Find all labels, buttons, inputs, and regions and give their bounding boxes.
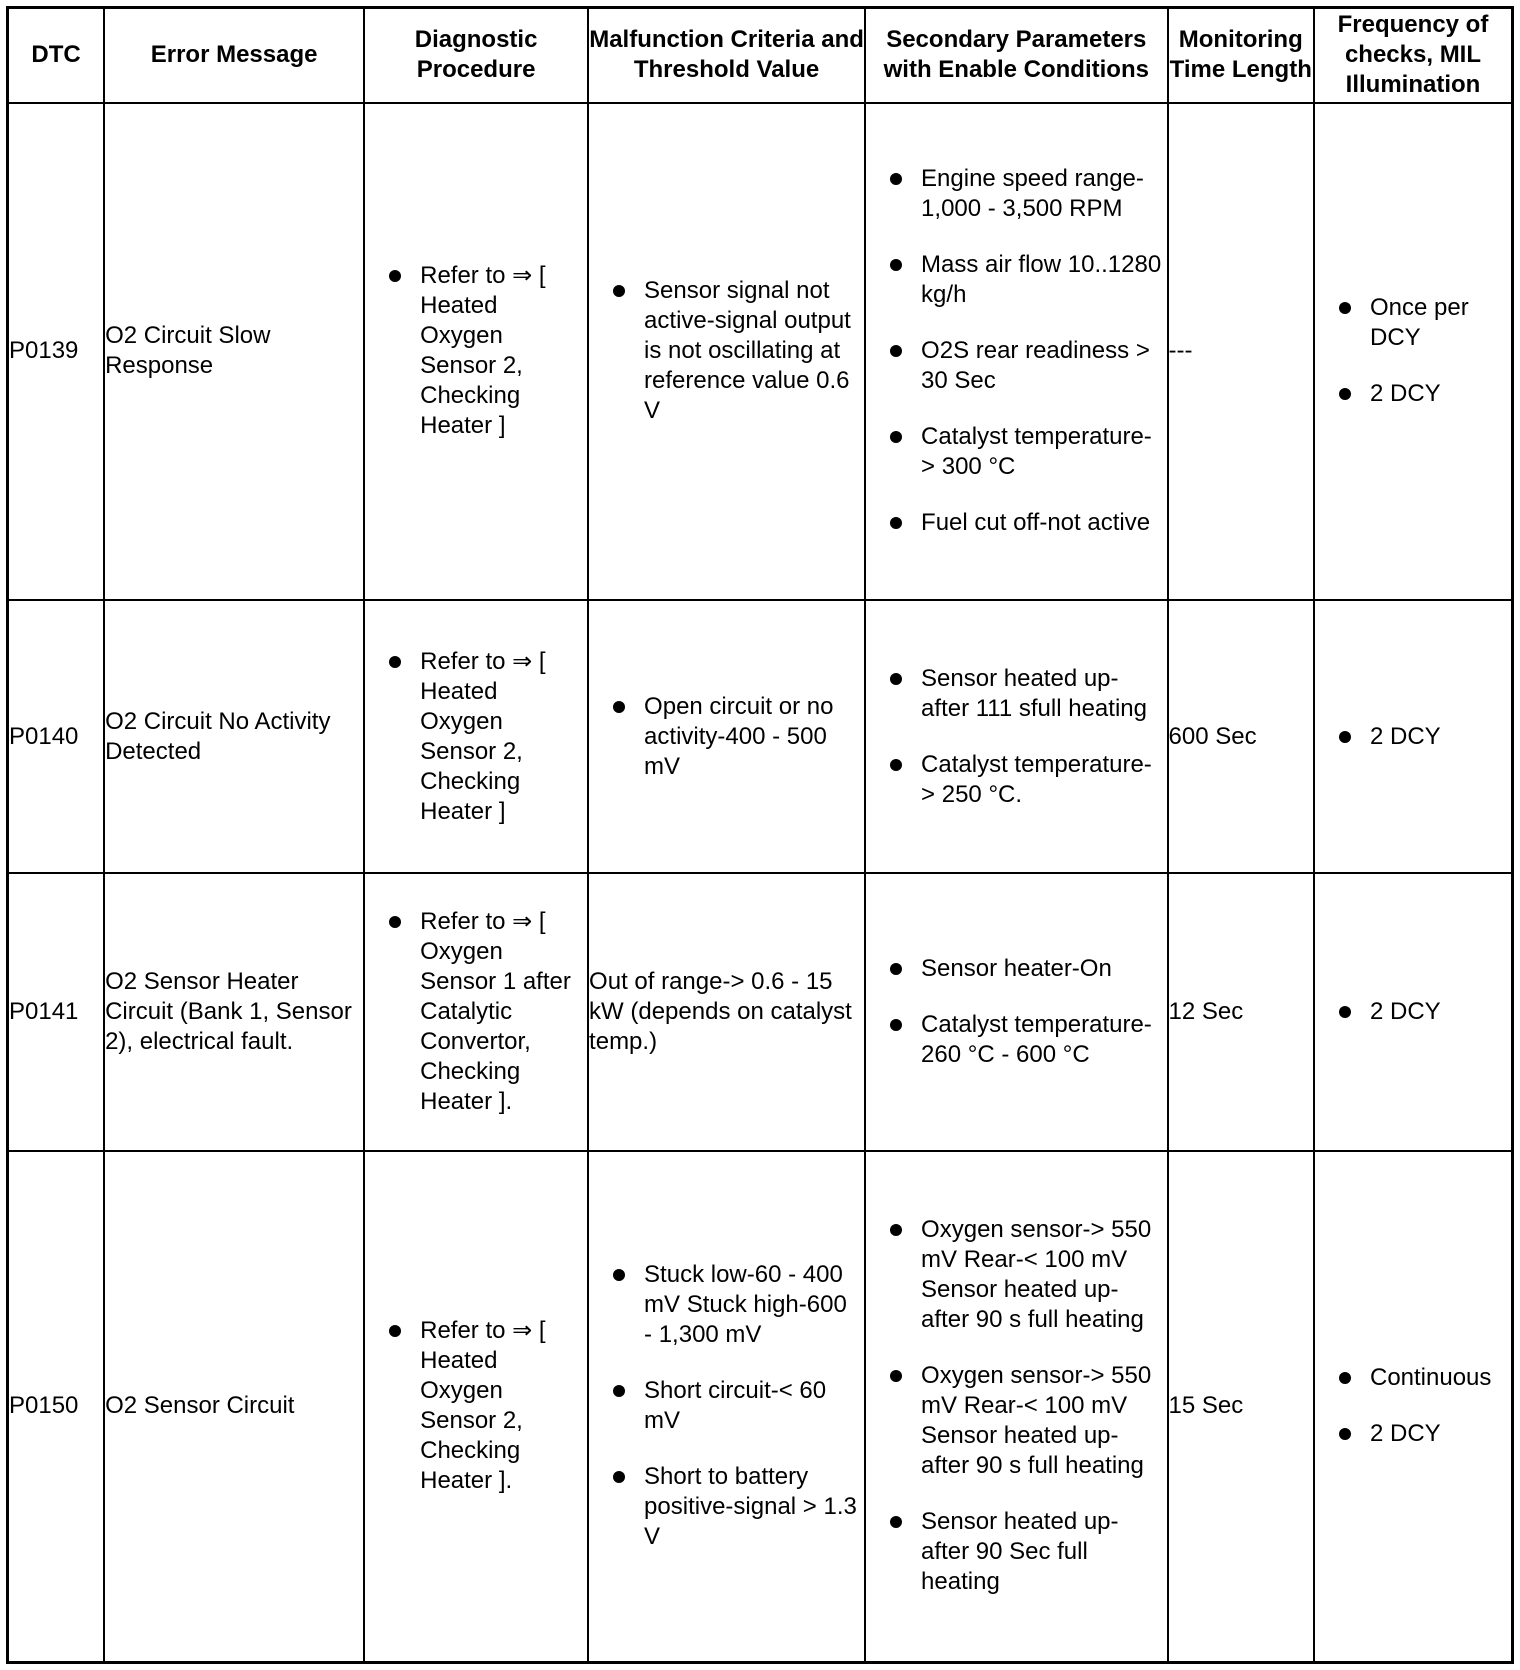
monitoring-time: 12 Sec <box>1168 873 1314 1150</box>
frequency-list <box>1315 997 1511 1027</box>
table-row <box>8 600 1513 873</box>
diagnostic-procedure <box>364 873 588 1150</box>
frequency-checks <box>1314 600 1513 873</box>
header-dtc: DTC <box>8 8 105 103</box>
secondary-list <box>866 1215 1166 1597</box>
diagnostic-procedure <box>364 103 588 601</box>
frequency-item: Once per DCY <box>1315 293 1507 353</box>
dtc-table <box>6 6 1514 1664</box>
dtc-code: P0150 <box>8 1151 105 1663</box>
procedure-item: Refer to ⇒ [ Heated Oxygen Sensor 2, Checking Heater ]. <box>365 1316 583 1496</box>
frequency-item: 2 DCY <box>1315 1419 1507 1449</box>
frequency-item: Continuous <box>1315 1363 1507 1393</box>
frequency-list <box>1315 1363 1511 1449</box>
error-message: O2 Sensor Circuit <box>104 1151 364 1663</box>
secondary-item: Catalyst temperature-260 °C - 600 °C <box>866 1010 1162 1070</box>
criteria-list <box>589 276 864 426</box>
dtc-code: P0140 <box>8 600 105 873</box>
table-row <box>8 1151 1513 1663</box>
criteria-item: Open circuit or no activity-400 - 500 mV <box>589 692 860 782</box>
header-error-message: Error Message <box>104 8 364 103</box>
procedure-item: Refer to ⇒ [ Oxygen Sensor 1 after Catalytic Convertor, Checking Heater ]. <box>365 907 583 1117</box>
frequency-checks <box>1314 873 1513 1150</box>
error-message: O2 Circuit No Activity Detected <box>104 600 364 873</box>
secondary-item: O2S rear readiness > 30 Sec <box>866 336 1162 396</box>
secondary-parameters <box>865 103 1167 601</box>
secondary-item: Oxygen sensor-> 550 mV Rear-< 100 mV Sensor heated up-after 90 s full heating <box>866 1215 1162 1335</box>
frequency-checks <box>1314 103 1513 601</box>
header-malfunction-criteria: Malfunction Criteria and Threshold Value <box>588 8 865 103</box>
secondary-item: Sensor heater-On <box>866 954 1162 984</box>
secondary-list <box>866 954 1166 1070</box>
secondary-item: Mass air flow 10..1280 kg/h <box>866 250 1162 310</box>
secondary-parameters <box>865 873 1167 1150</box>
error-message: O2 Sensor Heater Circuit (Bank 1, Sensor 2), electrical fault. <box>104 873 364 1150</box>
error-message: O2 Circuit Slow Response <box>104 103 364 601</box>
secondary-parameters <box>865 1151 1167 1663</box>
procedure-list <box>365 647 587 827</box>
criteria-list <box>589 1260 864 1552</box>
criteria-item: Short to battery positive-signal > 1.3 V <box>589 1462 860 1552</box>
frequency-item: 2 DCY <box>1315 722 1507 752</box>
secondary-item: Engine speed range-1,000 - 3,500 RPM <box>866 164 1162 224</box>
criteria-list <box>589 692 864 782</box>
frequency-item: 2 DCY <box>1315 997 1507 1027</box>
criteria-item: Sensor signal not active-signal output is not oscillating at reference value 0.6 V <box>589 276 860 426</box>
secondary-item: Fuel cut off-not active <box>866 508 1162 538</box>
secondary-list <box>866 664 1166 810</box>
secondary-item: Sensor heated up-after 90 Sec full heating <box>866 1507 1162 1597</box>
criteria-item: Stuck low-60 - 400 mV Stuck high-600 - 1,300 mV <box>589 1260 860 1350</box>
diagnostic-procedure <box>364 1151 588 1663</box>
frequency-item: 2 DCY <box>1315 379 1507 409</box>
header-secondary-parameters: Secondary Parameters with Enable Conditions <box>865 8 1167 103</box>
monitoring-time: --- <box>1168 103 1314 601</box>
malfunction-criteria <box>588 103 865 601</box>
procedure-list <box>365 907 587 1117</box>
secondary-item: Catalyst temperature-> 250 °C. <box>866 750 1162 810</box>
procedure-item: Refer to ⇒ [ Heated Oxygen Sensor 2, Checking Heater ] <box>365 261 583 441</box>
header-row <box>8 8 1513 103</box>
header-diagnostic-procedure: Diagnostic Procedure <box>364 8 588 103</box>
header-frequency: Frequency of checks, MIL Illumination <box>1314 8 1513 103</box>
secondary-item: Catalyst temperature-> 300 °C <box>866 422 1162 482</box>
malfunction-criteria <box>588 1151 865 1663</box>
procedure-list <box>365 1316 587 1496</box>
secondary-item: Oxygen sensor-> 550 mV Rear-< 100 mV Sensor heated up-after 90 s full heating <box>866 1361 1162 1481</box>
secondary-parameters <box>865 600 1167 873</box>
table-row <box>8 103 1513 601</box>
frequency-list <box>1315 722 1511 752</box>
malfunction-criteria <box>588 600 865 873</box>
dtc-code: P0141 <box>8 873 105 1150</box>
procedure-item: Refer to ⇒ [ Heated Oxygen Sensor 2, Checking Heater ] <box>365 647 583 827</box>
criteria-item: Short circuit-< 60 mV <box>589 1376 860 1436</box>
malfunction-criteria: Out of range-> 0.6 - 15 kW (depends on catalyst temp.) <box>588 873 865 1150</box>
secondary-list <box>866 164 1166 538</box>
monitoring-time: 600 Sec <box>1168 600 1314 873</box>
frequency-list <box>1315 293 1511 409</box>
dtc-code: P0139 <box>8 103 105 601</box>
table-row <box>8 873 1513 1150</box>
procedure-list <box>365 261 587 441</box>
diagnostic-procedure <box>364 600 588 873</box>
header-monitoring-time: Monitoring Time Length <box>1168 8 1314 103</box>
monitoring-time: 15 Sec <box>1168 1151 1314 1663</box>
frequency-checks <box>1314 1151 1513 1663</box>
secondary-item: Sensor heated up-after 111 sfull heating <box>866 664 1162 724</box>
